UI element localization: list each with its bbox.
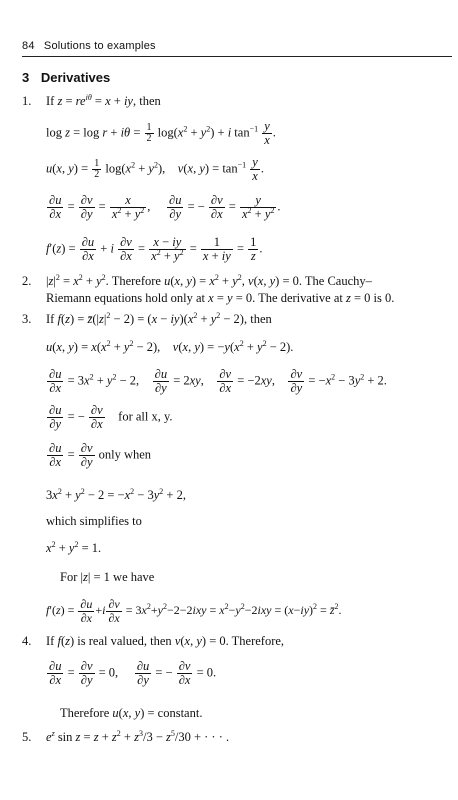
item-1-number: 1. — [22, 94, 32, 108]
item-3-number: 3. — [22, 312, 32, 326]
item-3-eq-for-all: $\frac{\partial u}{\partial y}$ = − $\frac{\partial v}{\partial x}$ for all x, y. — [49, 403, 173, 432]
only-when-text: only when — [98, 447, 152, 462]
item-3-eq-uv: u(x, $y) = x(x^2 + y^2 - 2)$, v(x, $y) = -y(x^2 + y^2 - 2)$. — [46, 339, 294, 354]
item-1-intro: If $z = re^{i\theta} = x$ + iy, then — [46, 93, 161, 108]
chapter-title: Derivatives — [40, 70, 111, 85]
item-1-eq-uv: u(x, y) = $\frac{1}{2}$ $\log(x^2 + y^2)$, v(x, $y) = \tan^{-1}$ $\frac{y}{x}$ . — [46, 155, 264, 184]
item-4-therefore: Therefore u(x, y) = constant. — [60, 706, 203, 720]
for-all-text: for all x, y. — [118, 409, 173, 424]
running-title: Solutions to examples — [43, 40, 156, 52]
item-3-intro: If $f(z) = z̄(|z|^2 - 2) = (x - iy)(x^2 + y^2 - 2)$, then — [46, 311, 272, 326]
item-1-eq-log: log z = log r + iθ = $\frac{1}{2}$ $\log(x^2 + y^2) + i$ $\tan^{-1}$ $\frac{y}{x}$ . — [46, 119, 276, 148]
running-head — [22, 40, 452, 52]
item-3-eq-circle: $x^2 + y^2 = 1$. — [46, 540, 102, 555]
item-3-simplifies: which simplifies to — [46, 514, 142, 528]
item-2-number: 2. — [22, 274, 32, 288]
item-1-eq-derivative: f′(z) = $\frac{\partial u}{\partial x}$ + i $\frac{\partial v}{\partial x}$ = $\frac{x - iy}{x^2 + y^2}$ = $\frac{1}{x + iy}$ = $\frac{1}{z}$ . — [46, 235, 263, 264]
item-4-eq: $\frac{\partial u}{\partial x}$ = $\frac{\partial v}{\partial y}$ = 0, $\frac{\partial u}{\partial y}$ = − $\frac{\partial v}{\partial x}$ = 0. — [49, 659, 217, 688]
chapter-number: 3 — [22, 70, 30, 85]
item-3-eq-derivative: f′(z) = $\frac{\partial u}{\partial x}$ +i $\frac{\partial v}{\partial x}$ = $3x^2+y^2-2-2ixy = x^2-y^2-2ixy = (x-iy)^2$ = z̄$^2$. — [46, 597, 342, 625]
item-5-eq: $e^z$ $\sin z = z + z^2 + z^3/3 - z^5/30$ + · · · . — [46, 729, 230, 744]
item-3-for-unit: For |z| = 1 we have — [60, 570, 155, 584]
item-3-eq-partials: $\frac{\partial u}{\partial x}$ = $3x^2 + y^2 - 2$, $\frac{\partial u}{\partial y}$ = 2xy, $\frac{\partial v}{\partial x}$ = −2xy, $\frac{\partial v}{\partial y}$ = $-x^2 - 3y^2 + 2$. — [49, 367, 387, 396]
item-4-intro: If f(z) is real valued, then v(x, y) = 0. Therefore, — [46, 634, 285, 648]
item-5-number: 5. — [22, 730, 32, 744]
item-4-number: 4. — [22, 634, 32, 648]
page-number: 84 — [22, 40, 35, 52]
item-3-eq-only-when: $\frac{\partial u}{\partial x}$ = $\frac{\partial v}{\partial y}$ only when — [49, 441, 152, 470]
item-3-eq-condition: $3x^2 + y^2 - 2 = -x^2 - 3y^2 + 2$, — [46, 487, 186, 502]
item-2-line-1: $|z|^2 = x^2 + y^2$. Therefore u(x, $y) = x^2 + y^2$, v(x, y) = 0. The Cauchy– — [46, 273, 372, 288]
header-rule — [22, 56, 452, 57]
item-2-line-2: Riemann equations hold only at x = y = 0. The derivative at z = 0 is 0. — [46, 291, 395, 305]
item-1-eq-partials: $\frac{\partial u}{\partial x}$ = $\frac{\partial v}{\partial y}$ = $\frac{x}{x^2 + y^2}$ , $\frac{\partial u}{\partial y}$ = − $\frac{\partial v}{\partial x}$ = $\frac{y}{x^2 + y^2}$ . — [49, 193, 281, 222]
chapter-heading — [22, 70, 110, 85]
